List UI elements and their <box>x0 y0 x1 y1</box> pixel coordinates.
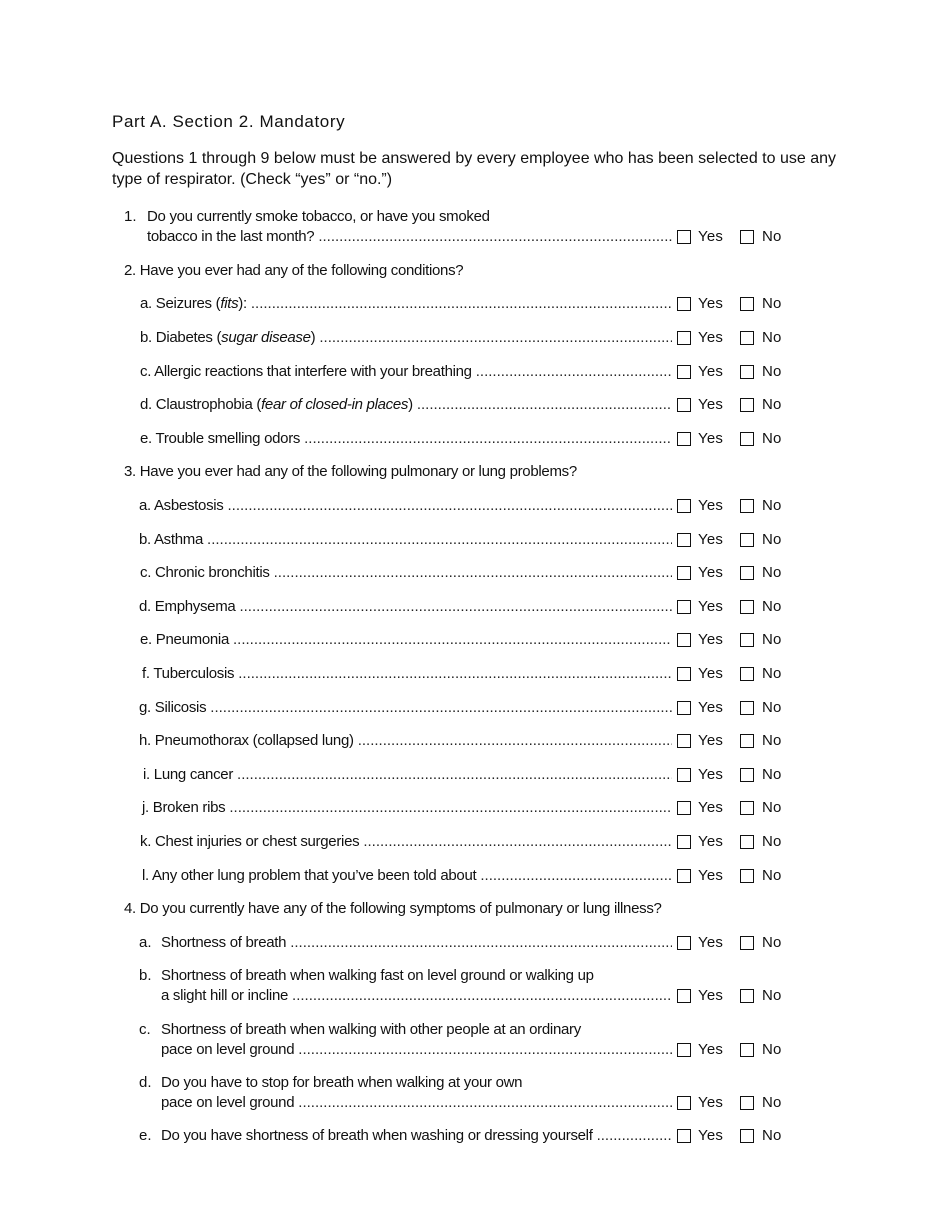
dot-leader <box>358 732 672 750</box>
q2-item <box>0 396 950 416</box>
no-label: No <box>762 531 782 548</box>
yes-label: Yes <box>698 1094 724 1111</box>
dot-leader <box>229 799 672 817</box>
item-letter: a. <box>139 497 151 514</box>
q3-header: 3. Have you ever had any of the following pulmonary or lung problems? <box>124 463 577 480</box>
yes-label: Yes <box>698 396 724 413</box>
q4-item-label <box>161 987 288 1005</box>
q4-item-label <box>161 1094 294 1112</box>
dot-leader <box>298 1094 672 1112</box>
yes-checkbox[interactable] <box>677 600 691 614</box>
q1-text-line2: tobacco in the last month? <box>147 228 315 245</box>
item-letter: c. <box>139 1021 151 1038</box>
yes-checkbox[interactable] <box>677 768 691 782</box>
yes-checkbox[interactable] <box>677 801 691 815</box>
yes-checkbox[interactable] <box>677 566 691 580</box>
yes-checkbox[interactable] <box>677 989 691 1003</box>
yes-checkbox[interactable] <box>677 633 691 647</box>
yes-label: Yes <box>698 987 724 1004</box>
item-text: Broken ribs <box>152 799 226 816</box>
yes-checkbox[interactable] <box>677 365 691 379</box>
yes-checkbox[interactable] <box>677 1096 691 1110</box>
item-letter: a. <box>140 295 152 312</box>
item-text-italic: fits <box>220 295 239 312</box>
item-text-line2: pace on level ground <box>161 1094 295 1111</box>
q3-item <box>0 598 950 618</box>
q2-item <box>0 363 950 383</box>
item-text-line1: Do you have to stop for breath when walking at your own <box>161 1074 523 1091</box>
q1-text-line1: Do you currently smoke tobacco, or have you smoked <box>147 208 490 225</box>
q3-item <box>0 833 950 853</box>
yes-checkbox[interactable] <box>677 869 691 883</box>
no-checkbox[interactable] <box>740 600 754 614</box>
item-text-suffix: ): <box>238 295 247 312</box>
no-checkbox[interactable] <box>740 398 754 412</box>
no-label: No <box>762 1127 782 1144</box>
item-text: Any other lung problem that you’ve been told about <box>151 867 477 884</box>
yes-checkbox[interactable] <box>677 297 691 311</box>
q2-item <box>0 329 950 349</box>
q3-item-label <box>142 799 225 817</box>
dot-leader <box>292 987 672 1005</box>
q4-item <box>0 987 950 1007</box>
dot-leader <box>597 1127 672 1145</box>
item-letter: c. <box>140 363 152 380</box>
item-letter: d. <box>139 598 151 615</box>
no-label: No <box>762 867 782 884</box>
q1-number: 1. <box>124 208 137 225</box>
q3-item-label <box>140 833 359 851</box>
q3-item-label <box>139 598 235 616</box>
item-text-line2: pace on level ground <box>161 1041 295 1058</box>
q3-item <box>0 699 950 719</box>
q1-row-label <box>147 228 314 246</box>
no-checkbox[interactable] <box>740 1043 754 1057</box>
yes-label: Yes <box>698 564 724 581</box>
item-letter: b. <box>139 531 151 548</box>
dot-leader <box>363 833 672 851</box>
no-label: No <box>762 396 782 413</box>
yes-checkbox[interactable] <box>677 398 691 412</box>
item-text-suffix: ) <box>310 329 316 346</box>
yes-checkbox[interactable] <box>677 432 691 446</box>
q4-item <box>0 1094 950 1114</box>
no-checkbox[interactable] <box>740 701 754 715</box>
no-label: No <box>762 497 782 514</box>
item-letter: b. <box>139 967 152 984</box>
instructions: Questions 1 through 9 below must be answered by every employee who has been selected to use any type of respirator. (Check “yes” or “no.”) <box>112 150 836 188</box>
item-text: Pneumonia <box>155 631 229 648</box>
yes-label: Yes <box>698 228 724 245</box>
item-text: Silicosis <box>154 699 207 716</box>
dot-leader <box>207 531 672 549</box>
yes-label: Yes <box>698 295 724 312</box>
q3-item <box>0 531 950 551</box>
q4-item <box>0 1041 950 1061</box>
yes-checkbox[interactable] <box>677 331 691 345</box>
section-heading: Part A. Section 2. Mandatory <box>112 112 346 131</box>
dot-leader <box>319 329 672 347</box>
no-label: No <box>762 363 782 380</box>
item-letter: e. <box>139 1127 152 1144</box>
dot-leader <box>476 363 672 381</box>
yes-label: Yes <box>698 934 724 951</box>
item-letter: e. <box>140 631 152 648</box>
item-text: Tuberculosis <box>153 665 235 682</box>
yes-label: Yes <box>698 799 724 816</box>
item-text-italic: fear of closed-in places <box>261 396 409 413</box>
no-checkbox[interactable] <box>740 533 754 547</box>
no-checkbox[interactable] <box>740 1129 754 1143</box>
q2-item <box>0 295 950 315</box>
no-label: No <box>762 430 782 447</box>
yes-label: Yes <box>698 531 724 548</box>
yes-label: Yes <box>698 665 724 682</box>
yes-label: Yes <box>698 766 724 783</box>
q3-item <box>0 665 950 685</box>
item-text: Seizures ( <box>155 295 221 312</box>
item-letter: a. <box>139 934 152 951</box>
dot-leader <box>210 699 672 717</box>
q4-header: 4. Do you currently have any of the following symptoms of pulmonary or lung illness? <box>124 900 662 917</box>
dot-leader <box>239 598 672 616</box>
dot-leader <box>233 631 672 649</box>
no-checkbox[interactable] <box>740 297 754 311</box>
yes-label: Yes <box>698 329 724 346</box>
item-letter: c. <box>140 564 152 581</box>
no-label: No <box>762 631 782 648</box>
yes-label: Yes <box>698 430 724 447</box>
item-text: Pneumothorax (collapsed lung) <box>154 732 354 749</box>
item-text: Shortness of breath <box>161 934 287 951</box>
item-letter: d. <box>139 1074 152 1091</box>
yes-checkbox[interactable] <box>677 1129 691 1143</box>
yes-checkbox[interactable] <box>677 230 691 244</box>
dot-leader <box>417 396 672 414</box>
no-label: No <box>762 987 782 1004</box>
dot-leader <box>251 295 672 313</box>
item-text: Allergic reactions that interfere with your breathing <box>154 363 472 380</box>
q4-item-label <box>161 1127 593 1145</box>
no-label: No <box>762 934 782 951</box>
item-text-suffix: ) <box>408 396 413 413</box>
q3-item-label <box>140 564 270 582</box>
q3-item-label <box>139 497 224 515</box>
q3-item <box>0 799 950 819</box>
yes-label: Yes <box>698 1041 724 1058</box>
yes-label: Yes <box>698 867 724 884</box>
dot-leader <box>274 564 672 582</box>
item-text: Emphysema <box>154 598 236 615</box>
no-checkbox[interactable] <box>740 734 754 748</box>
q2-item-label <box>140 295 247 313</box>
no-checkbox[interactable] <box>740 667 754 681</box>
q2-item <box>0 430 950 450</box>
no-checkbox[interactable] <box>740 230 754 244</box>
q3-item-label <box>139 732 354 750</box>
q3-item <box>0 631 950 651</box>
yes-checkbox[interactable] <box>677 533 691 547</box>
item-text: Do you have shortness of breath when washing or dressing yourself <box>161 1127 593 1144</box>
item-letter: b. <box>140 329 152 346</box>
q4-item-label <box>161 1041 294 1059</box>
q3-item-label <box>142 867 476 885</box>
item-text: Claustrophobia ( <box>155 396 262 413</box>
yes-checkbox[interactable] <box>677 701 691 715</box>
q3-item-label <box>140 631 229 649</box>
no-checkbox[interactable] <box>740 801 754 815</box>
item-letter: i. <box>143 766 150 783</box>
item-text-line1: Shortness of breath when walking with other people at an ordinary <box>161 1021 581 1038</box>
yes-label: Yes <box>698 1127 724 1144</box>
no-checkbox[interactable] <box>740 365 754 379</box>
no-checkbox[interactable] <box>740 835 754 849</box>
yes-checkbox[interactable] <box>677 936 691 950</box>
no-checkbox[interactable] <box>740 633 754 647</box>
item-letter: h. <box>139 732 151 749</box>
q3-item <box>0 766 950 786</box>
no-label: No <box>762 665 782 682</box>
no-label: No <box>762 766 782 783</box>
no-checkbox[interactable] <box>740 869 754 883</box>
q3-item-label <box>139 699 206 717</box>
no-label: No <box>762 564 782 581</box>
q2-header: 2. Have you ever had any of the following conditions? <box>124 262 464 279</box>
no-checkbox[interactable] <box>740 331 754 345</box>
yes-checkbox[interactable] <box>677 835 691 849</box>
item-text: Asthma <box>153 531 204 548</box>
q4-item <box>0 1127 950 1147</box>
no-label: No <box>762 1041 782 1058</box>
item-text: Chronic bronchitis <box>154 564 270 581</box>
item-letter: d. <box>140 396 152 413</box>
no-label: No <box>762 329 782 346</box>
yes-checkbox[interactable] <box>677 734 691 748</box>
yes-checkbox[interactable] <box>677 1043 691 1057</box>
no-label: No <box>762 598 782 615</box>
no-checkbox[interactable] <box>740 566 754 580</box>
q4-item <box>0 934 950 954</box>
dot-leader <box>238 665 672 683</box>
q2-item-label <box>140 430 300 448</box>
yes-label: Yes <box>698 833 724 850</box>
no-label: No <box>762 1094 782 1111</box>
no-checkbox[interactable] <box>740 499 754 513</box>
yes-label: Yes <box>698 699 724 716</box>
q1-row <box>0 228 950 248</box>
item-text: Trouble smelling odors <box>155 430 301 447</box>
q3-item-label <box>139 531 203 549</box>
yes-label: Yes <box>698 598 724 615</box>
no-checkbox[interactable] <box>740 768 754 782</box>
q2-item-label <box>140 329 315 347</box>
yes-label: Yes <box>698 497 724 514</box>
q2-item-label <box>140 396 413 414</box>
dot-leader <box>228 497 672 515</box>
dot-leader <box>304 430 672 448</box>
q2-item-label <box>140 363 472 381</box>
yes-label: Yes <box>698 631 724 648</box>
no-label: No <box>762 833 782 850</box>
q3-item <box>0 564 950 584</box>
item-text: Chest injuries or chest surgeries <box>154 833 360 850</box>
q3-item-label <box>142 665 234 683</box>
q4-item-label <box>161 934 286 952</box>
no-label: No <box>762 228 782 245</box>
item-text: Diabetes ( <box>155 329 222 346</box>
item-letter: l. <box>142 867 149 884</box>
item-letter: e. <box>140 430 152 447</box>
dot-leader <box>237 766 672 784</box>
no-label: No <box>762 799 782 816</box>
item-letter: k. <box>140 833 152 850</box>
dot-leader <box>480 867 672 885</box>
item-letter: f. <box>142 665 150 682</box>
q3-item <box>0 732 950 752</box>
item-text-italic: sugar disease <box>221 329 311 346</box>
no-label: No <box>762 295 782 312</box>
yes-label: Yes <box>698 732 724 749</box>
dot-leader <box>290 934 672 952</box>
no-checkbox[interactable] <box>740 432 754 446</box>
item-letter: j. <box>142 799 149 816</box>
no-label: No <box>762 732 782 749</box>
dot-leader <box>298 1041 672 1059</box>
item-text-line2: a slight hill or incline <box>161 987 289 1004</box>
no-checkbox[interactable] <box>740 936 754 950</box>
dot-leader <box>318 228 672 246</box>
no-label: No <box>762 699 782 716</box>
yes-checkbox[interactable] <box>677 667 691 681</box>
yes-label: Yes <box>698 363 724 380</box>
q3-item <box>0 867 950 887</box>
yes-checkbox[interactable] <box>677 499 691 513</box>
item-text: Asbestosis <box>153 497 224 514</box>
item-text: Lung cancer <box>153 766 234 783</box>
q3-item-label <box>143 766 233 784</box>
q3-item <box>0 497 950 517</box>
item-text-line1: Shortness of breath when walking fast on level ground or walking up <box>161 967 594 984</box>
no-checkbox[interactable] <box>740 989 754 1003</box>
item-letter: g. <box>139 699 151 716</box>
no-checkbox[interactable] <box>740 1096 754 1110</box>
